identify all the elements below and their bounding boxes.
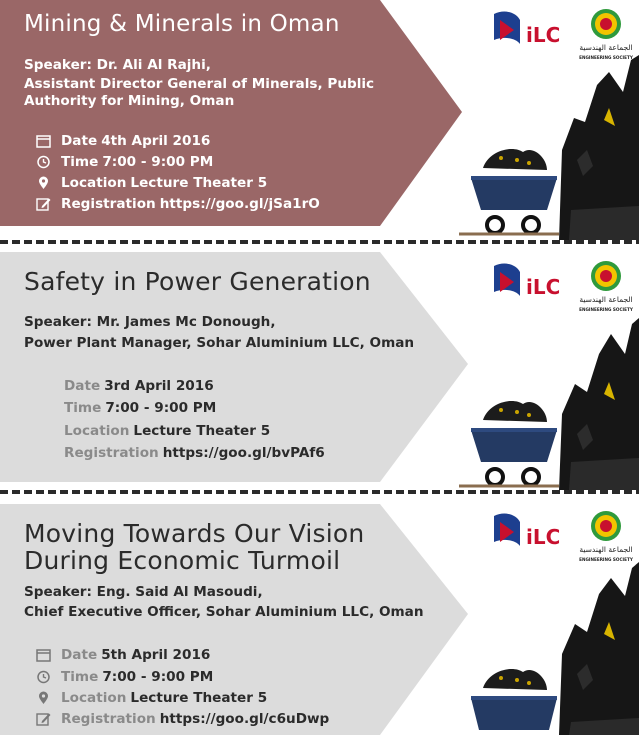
location-row xyxy=(36,690,267,706)
date-value: 4th April 2016 xyxy=(101,133,211,149)
ilc-logo-text: iLC xyxy=(526,23,561,47)
event-title: Mining & Minerals in Oman xyxy=(24,11,340,37)
event-title-line: Moving Towards Our Vision xyxy=(24,519,365,548)
date-label: Date xyxy=(61,133,98,149)
event-card-safety xyxy=(0,244,639,490)
speaker-role-line: Chief Executive Officer, Sohar Aluminium LLC, Oman xyxy=(24,604,424,620)
registration-link[interactable]: https://goo.gl/bvPAf6 xyxy=(162,445,325,461)
location-pin-icon xyxy=(36,176,52,190)
society-arabic-text: الجماعة الهندسية xyxy=(579,545,633,554)
location-value: Lecture Theater 5 xyxy=(130,690,268,706)
society-arabic-text: الجماعة الهندسية xyxy=(579,43,633,52)
time-row xyxy=(36,154,213,170)
society-english-text: ENGINEERING SOCIETY xyxy=(579,55,633,60)
time-label: Time xyxy=(64,400,102,416)
location-value: Lecture Theater 5 xyxy=(133,423,271,439)
registration-row xyxy=(36,196,320,212)
time-value: 7:00 - 9:00 PM xyxy=(105,400,217,416)
engineering-society-logo xyxy=(576,254,636,314)
date-row xyxy=(36,133,210,149)
date-label: Date xyxy=(61,647,98,663)
society-arabic-text: الجماعة الهندسية xyxy=(579,295,633,304)
location-pin-icon xyxy=(36,691,52,705)
registration-row xyxy=(36,711,329,727)
speaker-role-line: Assistant Director General of Minerals, Public xyxy=(24,76,375,92)
event-card-vision xyxy=(0,494,639,735)
clock-icon xyxy=(36,670,52,684)
event-title-line: During Economic Turmoil xyxy=(24,546,341,575)
speaker-role-line: Authority for Mining, Oman xyxy=(24,93,235,109)
location-value: Lecture Theater 5 xyxy=(130,175,268,191)
time-label: Time xyxy=(61,154,99,170)
society-english-text: ENGINEERING SOCIETY xyxy=(579,557,633,562)
registration-link[interactable]: https://goo.gl/c6uDwp xyxy=(159,711,330,727)
date-row xyxy=(36,647,210,663)
time-value: 7:00 - 9:00 PM xyxy=(102,669,214,685)
calendar-icon xyxy=(36,648,52,662)
date-value: 5th April 2016 xyxy=(101,647,211,663)
clock-icon xyxy=(36,155,52,169)
event-card-mining xyxy=(0,0,639,240)
time-row xyxy=(36,669,213,685)
speaker-line: Speaker: Dr. Ali Al Rajhi, xyxy=(24,57,211,73)
edit-icon xyxy=(36,197,52,211)
registration-label: Registration xyxy=(61,196,156,212)
location-row xyxy=(64,423,270,439)
calendar-icon xyxy=(36,134,52,148)
location-label: Location xyxy=(61,175,127,191)
ilc-logo xyxy=(490,6,574,50)
time-label: Time xyxy=(61,669,99,685)
speaker-line: Speaker: Mr. James Mc Donough, xyxy=(24,314,276,330)
registration-link[interactable]: https://goo.gl/jSa1rO xyxy=(159,196,320,212)
time-row xyxy=(64,400,216,416)
edit-icon xyxy=(36,712,52,726)
registration-label: Registration xyxy=(64,445,159,461)
ilc-logo xyxy=(490,258,574,302)
event-title: Safety in Power Generation xyxy=(24,267,371,296)
speaker-role-line: Power Plant Manager, Sohar Aluminium LLC, Oman xyxy=(24,335,415,351)
date-label: Date xyxy=(64,378,101,394)
registration-row xyxy=(64,445,325,461)
ilc-logo-text: iLC xyxy=(526,275,561,299)
registration-label: Registration xyxy=(61,711,156,727)
speaker-line: Speaker: Eng. Said Al Masoudi, xyxy=(24,584,263,600)
ilc-logo-text: iLC xyxy=(526,525,561,549)
date-row xyxy=(64,378,214,394)
location-row xyxy=(36,175,267,191)
engineering-society-logo xyxy=(576,2,636,62)
ilc-logo xyxy=(490,508,574,552)
society-english-text: ENGINEERING SOCIETY xyxy=(579,307,633,312)
location-label: Location xyxy=(64,423,130,439)
time-value: 7:00 - 9:00 PM xyxy=(102,154,214,170)
engineering-society-logo xyxy=(576,504,636,564)
date-value: 3rd April 2016 xyxy=(104,378,214,394)
location-label: Location xyxy=(61,690,127,706)
